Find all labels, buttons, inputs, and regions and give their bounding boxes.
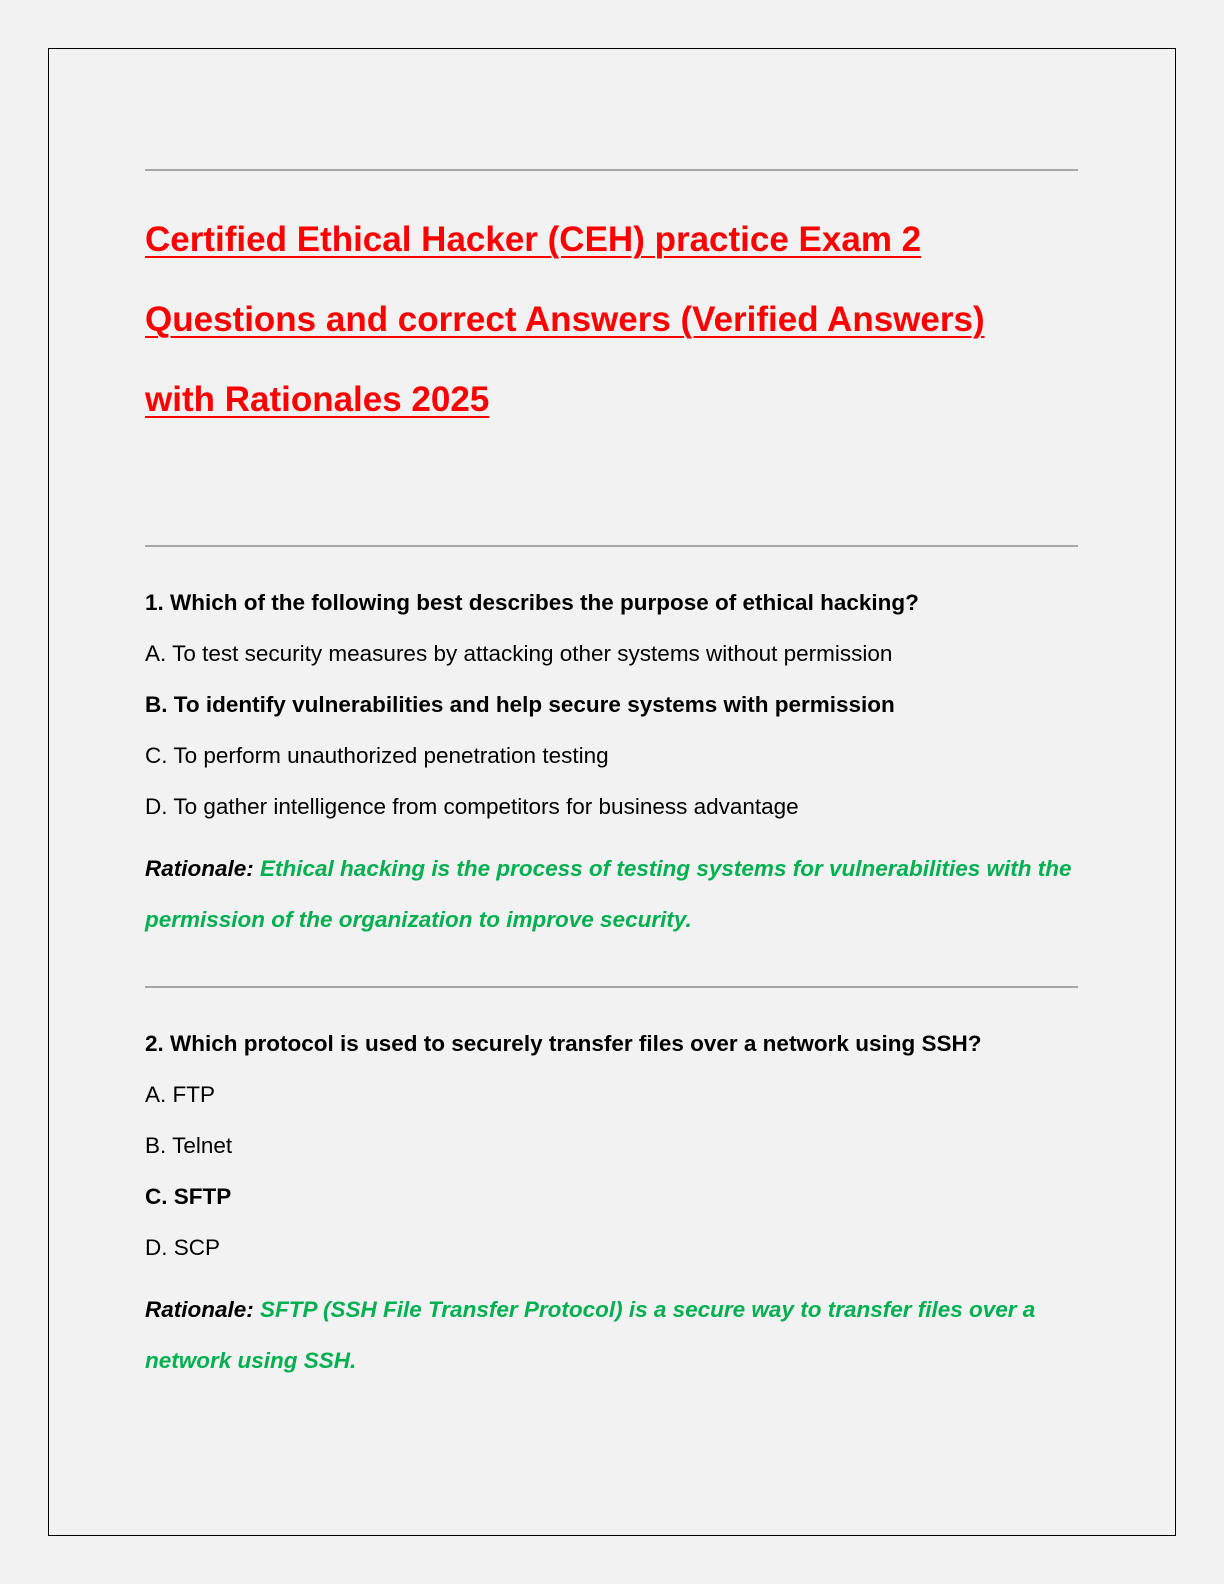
rationale — [145, 1284, 1085, 1386]
question-block-2 — [145, 1018, 1085, 1386]
title-line-2: Questions and correct Answers (Verified Answers) — [145, 300, 985, 339]
option-c-correct: C. SFTP — [145, 1184, 232, 1209]
rationale — [145, 843, 1085, 945]
option-a: A. To test security measures by attacking other systems without permission — [145, 641, 893, 666]
option-b-correct: B. To identify vulnerabilities and help secure systems with permission — [145, 692, 895, 717]
rationale-text: Ethical hacking is the process of testing systems for vulnerabilities with the permission of the organization to improve security. — [145, 856, 1072, 932]
option-c: C. To perform unauthorized penetration testing — [145, 743, 609, 768]
option-b: B. Telnet — [145, 1133, 233, 1158]
question-text: 1. Which of the following best describes the purpose of ethical hacking? — [145, 590, 919, 615]
horizontal-rule-top — [145, 169, 1078, 171]
horizontal-rule-between-questions — [145, 986, 1078, 988]
rationale-label: Rationale: — [145, 856, 254, 881]
rationale-text: SFTP (SSH File Transfer Protocol) is a secure way to transfer files over a network using SSH. — [145, 1297, 1036, 1373]
question-block-1 — [145, 577, 1085, 945]
option-d: D. To gather intelligence from competitors for business advantage — [145, 794, 799, 819]
rationale-label: Rationale: — [145, 1297, 254, 1322]
option-d: D. SCP — [145, 1235, 221, 1260]
title-line-3: with Rationales 2025 — [145, 380, 490, 419]
question-text: 2. Which protocol is used to securely transfer files over a network using SSH? — [145, 1031, 982, 1056]
option-a: A. FTP — [145, 1082, 216, 1107]
title-line-1: Certified Ethical Hacker (CEH) practice Exam 2 — [145, 220, 922, 259]
horizontal-rule-after-title — [145, 545, 1078, 547]
document-title — [145, 200, 1085, 440]
